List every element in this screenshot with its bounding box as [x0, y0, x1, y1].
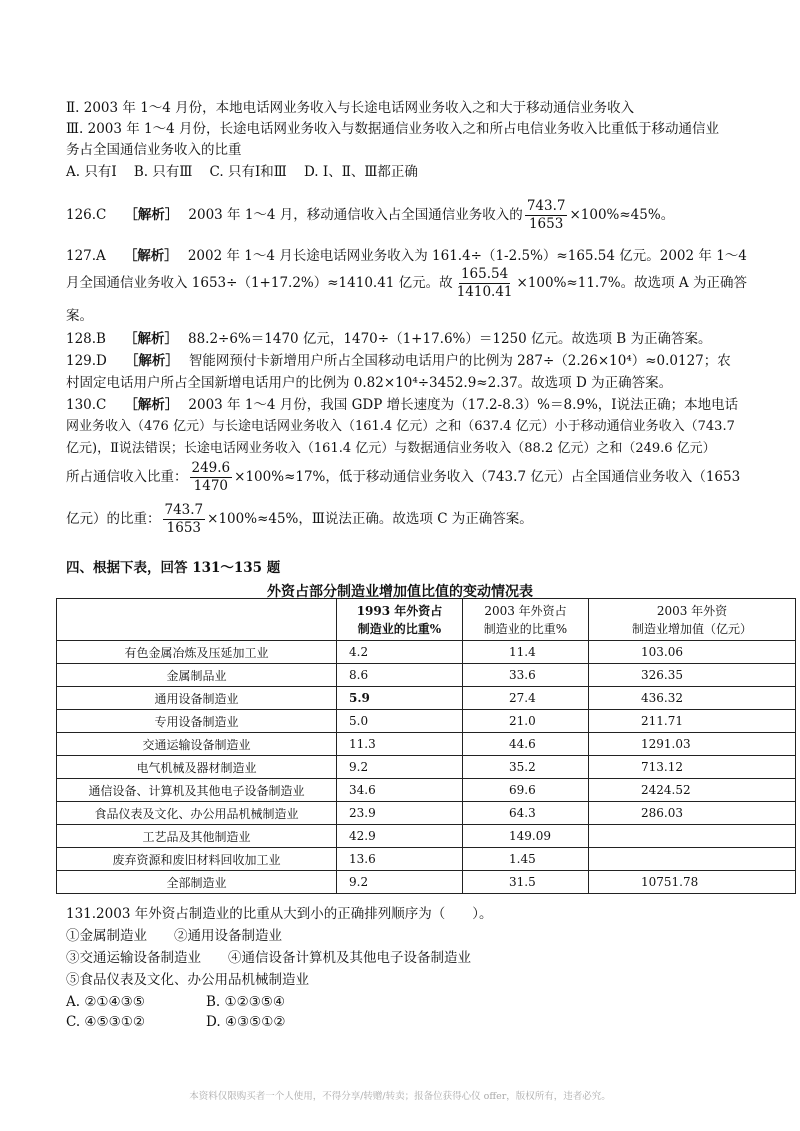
table-cell: 9.2 [337, 871, 463, 894]
answer-number: 129.D [66, 353, 107, 369]
option-d: D. ④③⑤①② [206, 1014, 286, 1030]
table-row-label: 交通运输设备制造业 [57, 733, 337, 756]
table-row [57, 733, 796, 756]
table-row-label: 有色金属冶炼及压延加工业 [57, 641, 337, 664]
answer-129-line2: 村固定电话用户所占全国新增电话用户的比例为 0.82×10⁴÷3452.9≈2.37。故选项 D 为正确答案。 [66, 375, 673, 391]
answer-text: 亿元）的比重： [66, 511, 161, 527]
table-cell: 64.3 [463, 802, 589, 825]
answer-text: 2002 年 1～4 月长途电话网业务收入为 161.4÷（1-2.5%）≈165.54 亿元。2002 年 1～4 [187, 248, 747, 264]
answer-text: 88.2÷6%＝1470 亿元，1470÷（1+17.6%）＝1250 亿元。故选项 B 为正确答案。 [187, 331, 712, 347]
table-cell: 35.2 [463, 756, 589, 779]
table-header-cell: 2003 年外资占 制造业的比重% [463, 599, 589, 641]
answer-text: 智能网预付卡新增用户所占全国移动电话用户的比例为 287÷（2.26×10⁴）≈0.0127；农 [188, 353, 731, 369]
fraction-denominator: 1653 [528, 216, 564, 232]
table-row [57, 687, 796, 710]
table-cell: 8.6 [337, 664, 463, 687]
table-row [57, 756, 796, 779]
answer-130-line4 [66, 460, 740, 495]
table-row-label: 工艺品及其他制造业 [57, 825, 337, 848]
answer-129-line1 [66, 351, 731, 371]
question-131-items-2: ③交通运输设备制造业 ④通信设备计算机及其他电子设备制造业 [66, 950, 471, 966]
table-cell: 5.0 [337, 710, 463, 733]
table-row [57, 779, 796, 802]
option-c: C. ④⑤③①② [66, 1014, 145, 1030]
analysis-tag: ［解析］ [124, 397, 179, 413]
table-row [57, 710, 796, 733]
table-row-label: 通用设备制造业 [57, 687, 337, 710]
answer-127-line3: 案。 [66, 308, 93, 324]
table-row [57, 641, 796, 664]
table-cell: 42.9 [337, 825, 463, 848]
table-cell: 5.9 [337, 687, 463, 710]
answer-127-line2 [66, 266, 747, 301]
table-cell [589, 848, 796, 871]
fraction-denominator: 1410.41 [456, 284, 513, 300]
table-header-cell: 2003 年外资 制造业增加值（亿元） [589, 599, 796, 641]
answer-128 [66, 329, 712, 349]
answer-text: ×100%≈45%。 [569, 207, 675, 223]
table-row-label: 废弃资源和废旧材料回收加工业 [57, 848, 337, 871]
answer-number: 130.C [66, 397, 107, 413]
table-row [57, 848, 796, 871]
table-cell: 23.9 [337, 802, 463, 825]
table-cell: 286.03 [589, 802, 796, 825]
answer-130-line1 [66, 395, 738, 415]
answer-number: 127.A [66, 248, 106, 264]
answer-text: 2003 年 1～4 月，移动通信收入占全国通信业务收入的 [188, 207, 523, 223]
table-cell: 103.06 [589, 641, 796, 664]
fraction [455, 266, 515, 301]
table-row [57, 802, 796, 825]
copyright-footer: 本资料仅限购买者一个人使用，不得分享/转赠/转卖；报备位获得心仪 offer，版权所有，违者必究。 [189, 1091, 611, 1102]
fraction [163, 502, 206, 537]
table-row-label: 专用设备制造业 [57, 710, 337, 733]
table-cell: 326.35 [589, 664, 796, 687]
fraction-numerator: 743.7 [164, 502, 204, 518]
table-cell: 13.6 [337, 848, 463, 871]
statement-3-line2: 务占全国通信业务收入的比重 [66, 142, 242, 158]
table-cell: 1.45 [463, 848, 589, 871]
table-header-cell: 1993 年外资占 制造业的比重% [337, 599, 463, 641]
table-row [57, 825, 796, 848]
table-cell: 9.2 [337, 756, 463, 779]
question-131-items-3: ⑤食品仪表及文化、办公用品机械制造业 [66, 972, 309, 988]
analysis-tag: ［解析］ [123, 331, 178, 347]
statement-3-line1: Ⅲ. 2003 年 1～4 月份，长途电话网业务收入与数据通信业务收入之和所占电信业务收入比重低于移动通信业 [66, 121, 720, 137]
answer-text: 月全国通信业务收入 1653÷（1+17.2%）≈1410.41 亿元。故 [66, 275, 453, 291]
table-row-label: 通信设备、计算机及其他电子设备制造业 [57, 779, 337, 802]
question-131-stem: 131.2003 年外资占制造业的比重从大到小的正确排列顺序为（ ）。 [66, 906, 493, 922]
table-cell: 34.6 [337, 779, 463, 802]
table-header-cell [57, 599, 337, 641]
answer-130-line3: 亿元)，Ⅱ说法错误；长途电话网业务收入（161.4 亿元）与数据通信业务收入（88.2 亿元）之和（249.6 亿元） [66, 441, 716, 456]
table-row [57, 871, 796, 894]
answer-number: 126.C [66, 207, 107, 223]
answer-127-line1 [66, 246, 747, 266]
table-cell: 2424.52 [589, 779, 796, 802]
table-cell: 10751.78 [589, 871, 796, 894]
table-row-label: 食品仪表及文化、办公用品机械制造业 [57, 802, 337, 825]
table-row [57, 664, 796, 687]
fraction-denominator: 1470 [193, 478, 228, 494]
table-cell: 27.4 [463, 687, 589, 710]
fraction-denominator: 1653 [166, 520, 201, 536]
fraction-numerator: 743.7 [526, 198, 566, 214]
table-title: 外资占部分制造业增加值比值的变动情况表 [267, 584, 533, 600]
table-cell: 211.71 [589, 710, 796, 733]
table-header-row [57, 599, 796, 641]
answer-130-line2: 网业务收入（476 亿元）与长途电话网业务收入（161.4 亿元）之和（637.4 亿元）小于移动通信业务收入（743.7 [66, 419, 735, 434]
answer-126 [66, 198, 674, 233]
fraction-numerator: 165.54 [460, 266, 509, 282]
answer-text: ×100%≈45%，Ⅲ说法正确。故选项 C 为正确答案。 [207, 511, 533, 527]
fraction [525, 198, 568, 233]
fraction [190, 460, 233, 495]
question-options: A. 只有Ⅰ B. 只有Ⅲ C. 只有Ⅰ和Ⅲ D. Ⅰ、Ⅱ、Ⅲ都正确 [66, 164, 418, 180]
statement-2: Ⅱ. 2003 年 1～4 月份，本地电话网业务收入与长途电话网业务收入之和大于移动通信业务收入 [66, 100, 635, 116]
answer-number: 128.B [66, 331, 106, 347]
table-cell: 11.3 [337, 733, 463, 756]
table-cell: 713.12 [589, 756, 796, 779]
table-cell: 69.6 [463, 779, 589, 802]
analysis-tag: ［解析］ [124, 353, 179, 369]
answer-text: 2003 年 1～4 月份，我国 GDP 增长速度为（17.2-8.3）%＝8.9%，Ⅰ说法正确；本地电话 [188, 397, 739, 413]
answer-text: 所占通信收入比重： [66, 469, 188, 485]
question-131-items-1: ①金属制造业 ②通用设备制造业 [66, 928, 282, 944]
table-cell: 436.32 [589, 687, 796, 710]
table-row-label: 电气机械及器材制造业 [57, 756, 337, 779]
table-cell: 31.5 [463, 871, 589, 894]
table-cell: 4.2 [337, 641, 463, 664]
option-a: A. ②①④③⑤ [66, 994, 145, 1010]
analysis-tag: ［解析］ [123, 248, 178, 264]
analysis-tag: ［解析］ [124, 207, 179, 223]
table-cell: 44.6 [463, 733, 589, 756]
fraction-numerator: 249.6 [191, 460, 231, 476]
answer-text: ×100%≈17%，低于移动通信业务收入（743.7 亿元）占全国通信业务收入（1653 [234, 469, 741, 485]
table-body [57, 641, 796, 894]
table-row-label: 全部制造业 [57, 871, 337, 894]
section-heading: 四、根据下表，回答 131～135 题 [66, 560, 281, 576]
answer-130-line5 [66, 502, 533, 537]
table-cell: 21.0 [463, 710, 589, 733]
answer-text: ×100%≈11.7%。故选项 A 为正确答 [516, 275, 747, 291]
table-cell [589, 825, 796, 848]
table-row-label: 金属制品业 [57, 664, 337, 687]
data-table [56, 598, 796, 894]
table-cell: 149.09 [463, 825, 589, 848]
option-b: B. ①②③⑤④ [206, 994, 286, 1010]
table-cell: 11.4 [463, 641, 589, 664]
table-cell: 33.6 [463, 664, 589, 687]
table-cell: 1291.03 [589, 733, 796, 756]
